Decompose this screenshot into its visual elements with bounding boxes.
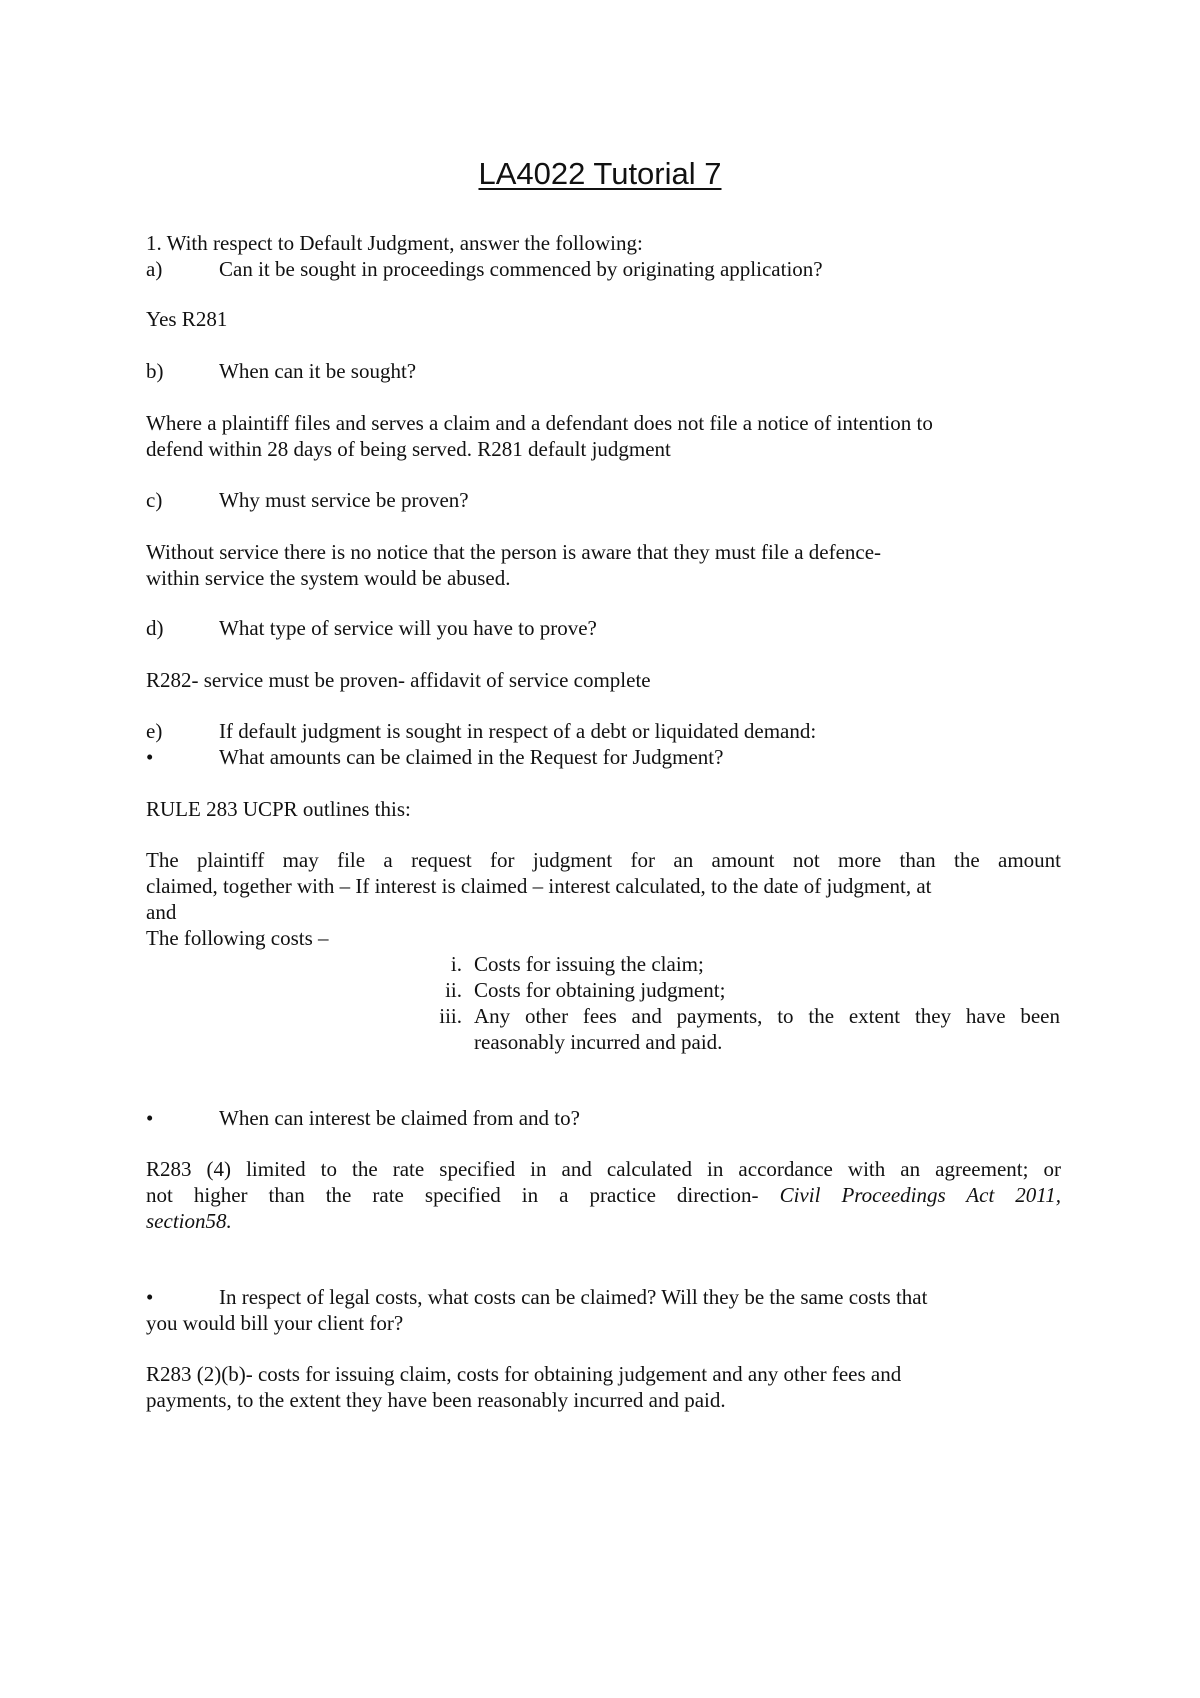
answer-b-line-1: Where a plaintiff files and serves a claim and a defendant does not file a notice of intention to — [146, 411, 933, 435]
question-c-text: Why must service be proven? — [219, 488, 469, 512]
interest-answer-line-2 — [146, 1181, 1061, 1209]
costs-list-text: Costs for obtaining judgment; — [474, 978, 726, 1002]
question-c — [146, 486, 469, 514]
costs-list-text: Costs for issuing the claim; — [474, 952, 704, 976]
question-e-label: e) — [146, 719, 163, 743]
answer-c-line-2: within service the system would be abused. — [146, 566, 511, 590]
question-b-text: When can it be sought? — [219, 359, 417, 383]
bullet-item-amounts — [146, 743, 723, 771]
question-a — [146, 255, 823, 283]
question-a-text: Can it be sought in proceedings commenced by originating application? — [219, 257, 823, 281]
question-d — [146, 614, 597, 642]
costs-answer-line-2: payments, to the extent they have been reasonably incurred and paid. — [146, 1388, 726, 1412]
paragraph-1-line-3: and — [146, 900, 177, 924]
interest-answer-line-1: R283 (4) limited to the rate specified in and calculated in accordance with an agreement; or — [146, 1157, 1061, 1181]
question-c-label: c) — [146, 488, 163, 512]
question-d-text: What type of service will you have to prove? — [219, 616, 597, 640]
question-a-label: a) — [146, 257, 163, 281]
costs-list-text: reasonably incurred and paid. — [474, 1030, 723, 1054]
bullet-item-interest — [146, 1104, 580, 1132]
page-title: LA4022 Tutorial 7 — [478, 156, 722, 191]
question-e — [146, 717, 816, 745]
bullet-text-amounts: What amounts can be claimed in the Request for Judgment? — [219, 745, 724, 769]
costs-list-text: Any other fees and payments, to the extent they have been — [474, 1004, 1060, 1028]
question-d-label: d) — [146, 616, 164, 640]
bullet-item-legal-costs-line-2: you would bill your client for? — [146, 1311, 404, 1335]
costs-answer-line-1: R283 (2)(b)- costs for issuing claim, costs for obtaining judgement and any other fees and — [146, 1362, 902, 1386]
bullet-text-interest: When can interest be claimed from and to? — [219, 1106, 580, 1130]
interest-answer-text: not higher than the rate specified in a practice direction- — [146, 1183, 759, 1207]
answer-b-line-2: defend within 28 days of being served. R281 default judgment — [146, 437, 671, 461]
question-1-intro: 1. With respect to Default Judgment, answer the following: — [146, 231, 643, 255]
question-b-label: b) — [146, 359, 164, 383]
paragraph-1-line-1: The plaintiff may file a request for judgment for an amount not more than the amount — [146, 848, 1061, 872]
bullet-icon: • — [146, 1106, 154, 1130]
costs-list-number: iii. — [439, 1004, 462, 1028]
costs-list-number: ii. — [445, 978, 462, 1002]
answer-c-line-1: Without service there is no notice that the person is aware that they must file a defence- — [146, 540, 882, 564]
bullet-text-legal-costs: In respect of legal costs, what costs can be claimed? Will they be the same costs that — [219, 1285, 928, 1309]
interest-answer-citation: Civil Proceedings Act 2011, — [779, 1183, 1061, 1207]
interest-answer-line-3: section58. — [146, 1209, 232, 1233]
costs-list-number: i. — [450, 952, 462, 976]
question-e-text: If default judgment is sought in respect of a debt or liquidated demand: — [219, 719, 817, 743]
answer-a: Yes R281 — [146, 307, 228, 331]
bullet-icon: • — [146, 1285, 154, 1309]
answer-d: R282- service must be proven- affidavit of service complete — [146, 668, 651, 692]
rule-283-heading: RULE 283 UCPR outlines this: — [146, 797, 411, 821]
paragraph-1-line-4: The following costs – — [146, 926, 329, 950]
bullet-icon: • — [146, 745, 154, 769]
question-b — [146, 357, 416, 385]
paragraph-1-line-2: claimed, together with – If interest is claimed – interest calculated, to the date of judgment, at — [146, 874, 932, 898]
bullet-item-legal-costs — [146, 1283, 927, 1311]
